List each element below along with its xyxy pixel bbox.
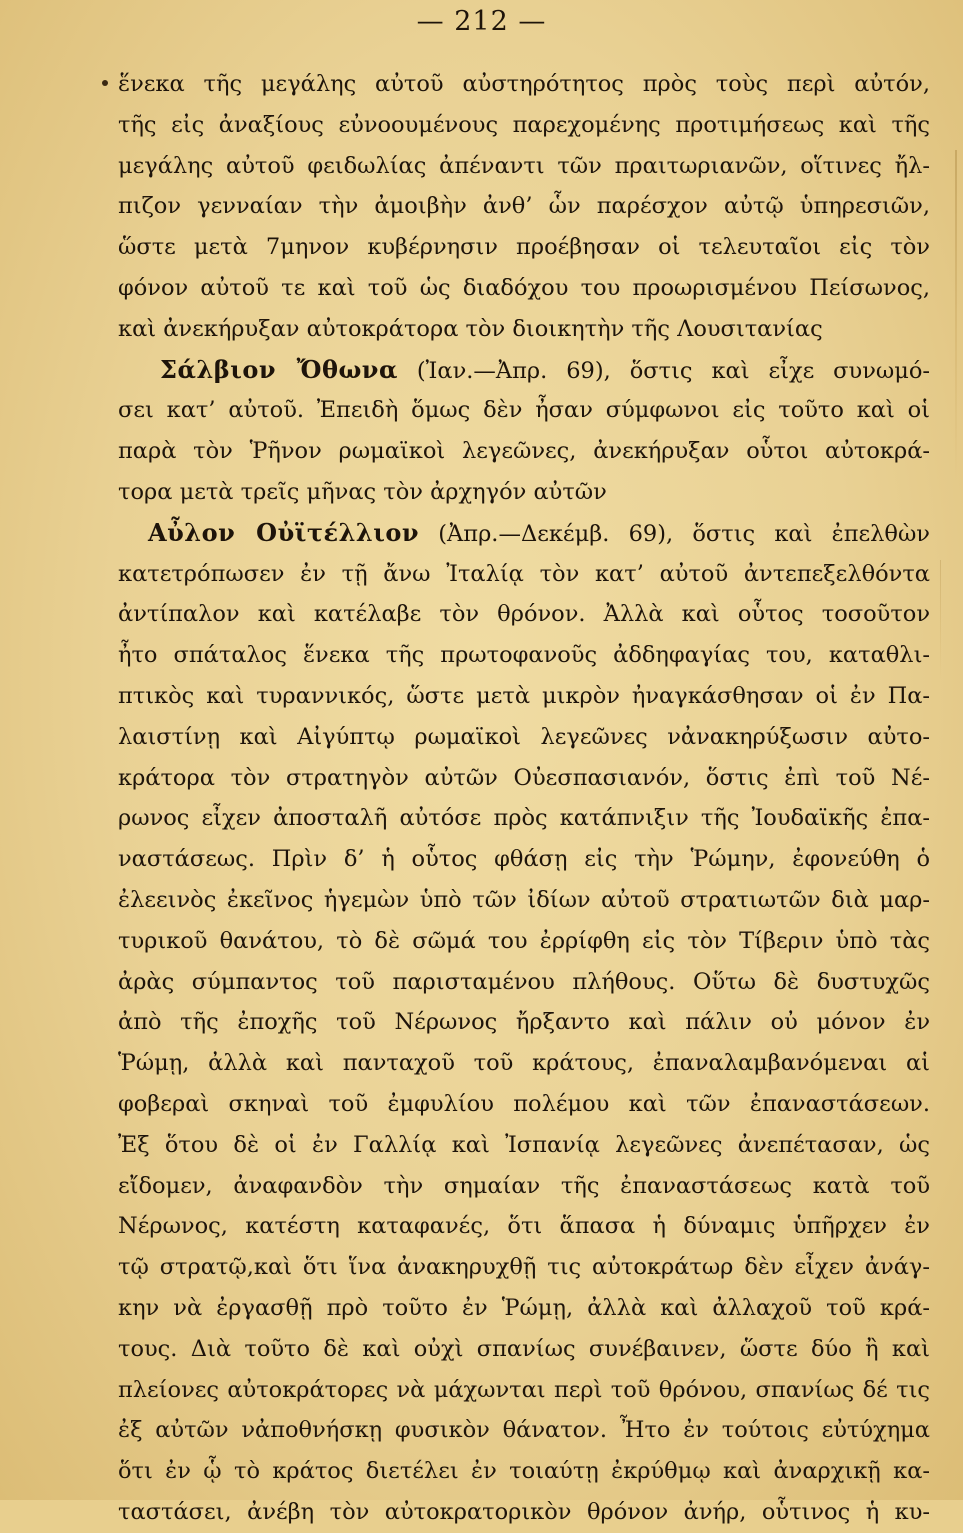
line-text: κην νὰ ἐργασθῇ πρὸ τοῦτο ἐν Ῥώμῃ, ἀλλὰ καὶ ἀλλαχοῦ τοῦ κρά- (118, 1294, 930, 1321)
text-line (118, 513, 930, 554)
line-text: μεγάλης αὐτοῦ φειδωλίας ἀπέναντι τῶν πραιτωριανῶν, οἵτινες ἤλ- (118, 152, 930, 179)
text-line (118, 1370, 930, 1411)
line-text: ἀπὸ τῆς ἐποχῆς τοῦ Νέρωνος ἤρξαντο καὶ πάλιν οὐ μόνον ἐν (118, 1009, 930, 1036)
text-line (118, 880, 930, 921)
text-line (118, 186, 930, 227)
line-text: Νέρωνος, κατέστη καταφανές, ὅτι ἅπασα ἡ δύναμις ὑπῆρχεν ἐν (118, 1213, 930, 1240)
line-text: κατετρόπωσεν ἐν τῇ ἄνω Ἰταλίᾳ τὸν κατ’ αὐτοῦ ἀντεπεξελθόντα (118, 560, 930, 587)
text-line (118, 921, 930, 962)
line-text: ταστάσει, ἀνέβη τὸν αὐτοκρατορικὸν θρόνον ἀνήρ, οὗτινος ἡ κυ- (118, 1498, 930, 1525)
text-line (118, 1247, 930, 1288)
text-line (118, 350, 930, 391)
text-line (118, 1329, 930, 1370)
line-text: πιζον γενναίαν τὴν ἀμοιβὴν ἀνθ’ ὧν παρέσχον αὐτῷ ὑπηρεσιῶν, (118, 193, 930, 220)
line-text: εἴδομεν, ἀναφανδὸν τὴν σημαίαν τῆς ἐπαναστάσεως κατὰ τοῦ (118, 1172, 930, 1199)
text-line (118, 962, 930, 1003)
text-line (118, 1002, 930, 1043)
text-line (118, 472, 930, 513)
line-text: τυρικοῦ θανάτου, τὸ δὲ σῶμά του ἐρρίφθη εἰς τὸν Τίβεριν ὑπὸ τὰς (118, 927, 930, 954)
text-line (118, 268, 930, 309)
line-text: Ἐξ ὅτου δὲ οἱ ἐν Γαλλίᾳ καὶ Ἰσπανίᾳ λεγεῶνες ἀνεπέτασαν, ὡς (118, 1131, 930, 1158)
text-line (118, 105, 930, 146)
line-text: ἐξ αὐτῶν νἀποθνήσκῃ φυσικὸν θάνατον. Ἦτο ἐν τούτοις εὐτύχημα (118, 1417, 930, 1444)
text-line (118, 431, 930, 472)
line-text: ὥστε μετὰ 7μηνον κυβέρνησιν προέβησαν οἱ τελευταῖοι εἰς τὸν (118, 234, 930, 261)
text-line (118, 146, 930, 187)
line-text: πλείονες αὐτοκράτορες νὰ μάχωνται περὶ τοῦ θρόνου, σπανίως δέ τις (118, 1376, 930, 1403)
emperor-name: Σάλβιον Ὄθωνα (160, 354, 398, 384)
text-line (118, 1043, 930, 1084)
body-text (118, 64, 930, 1533)
text-line (118, 1125, 930, 1166)
text-line (118, 1451, 930, 1492)
text-line (118, 1410, 930, 1451)
text-line (118, 227, 930, 268)
line-text: πτικὸς καὶ τυραννικός, ὥστε μετὰ μικρὸν ἠναγκάσθησαν οἱ ἐν Πα- (118, 682, 930, 709)
line-text: φοβεραὶ σκηναὶ τοῦ ἐμφυλίου πολέμου καὶ τῶν ἐπαναστάσεων. (118, 1090, 930, 1117)
line-text: ἀρὰς σύμπαντος τοῦ παρισταμένου πλήθους. Οὕτω δὲ δυστυχῶς (118, 968, 930, 995)
text-line (118, 1492, 930, 1533)
line-text: τῆς εἰς ἀναξίους εὐνοουμένους παρεχομένης προτιμήσεως καὶ τῆς (118, 111, 930, 138)
line-text: ἕνεκα τῆς μεγάλης αὐτοῦ αὐστηρότητος πρὸς τοὺς περὶ αὐτόν, (118, 71, 930, 97)
line-text: καὶ ἀνεκήρυξαν αὐτοκράτορα τὸν διοικητὴν τῆς Λουσιτανίας (118, 315, 823, 342)
line-text: τορα μετὰ τρεῖς μῆνας τὸν ἀρχηγόν αὐτῶν (118, 478, 607, 505)
line-text: ἦτο σπάταλος ἕνεκα τῆς πρωτοφανοῦς ἀδδηφαγίας του, καταθλι- (118, 642, 930, 669)
line-text: ἐλεεινὸς ἐκεῖνος ἡγεμὼν ὑπὸ τῶν ἰδίων αὐτοῦ στρατιωτῶν διὰ μαρ- (118, 886, 930, 913)
page-number: — 212 — (416, 6, 547, 37)
line-text: ὅτι ἐν ᾧ τὸ κράτος διετέλει ἐν τοιαύτῃ ἐκρύθμῳ καὶ ἀναρχικῇ κα- (118, 1458, 930, 1485)
text-line (118, 554, 930, 595)
text-line (118, 717, 930, 758)
emperor-name: Αὖλον Οὐϊτέλλιον (148, 517, 420, 547)
line-text: (Ἀπρ.—Δεκέμβ. 69), ὅστις καὶ ἐπελθὼν (419, 520, 930, 547)
text-line (118, 309, 930, 350)
page-edge-shadow (955, 150, 957, 480)
text-line (118, 594, 930, 635)
text-line (118, 758, 930, 799)
text-line (118, 1084, 930, 1125)
text-line (118, 1206, 930, 1247)
text-line (118, 64, 930, 105)
line-text: Ῥώμῃ, ἀλλὰ καὶ πανταχοῦ τοῦ κράτους, ἐπαναλαμβανόμεναι αἱ (118, 1050, 930, 1077)
line-text: φόνον αὐτοῦ τε καὶ τοῦ ὡς διαδόχου του προωρισμένου Πείσωνος, (118, 274, 930, 301)
line-text: παρὰ τὸν Ῥῆνον ρωμαϊκοὶ λεγεῶνες, ἀνεκήρυξαν οὗτοι αὐτοκρά- (118, 438, 930, 465)
margin-dot (102, 80, 108, 86)
text-line (118, 635, 930, 676)
line-text: τους. Διὰ τοῦτο δὲ καὶ οὐχὶ σπανίως συνέβαινεν, ὥστε δύο ἢ καὶ (118, 1335, 930, 1362)
line-text: σει κατ’ αὐτοῦ. Ἐπειδὴ ὅμως δὲν ἦσαν σύμφωνοι εἰς τοῦτο καὶ οἱ (118, 397, 930, 424)
page-edge-shadow (940, 560, 941, 680)
line-text: ἀντίπαλον καὶ κατέλαβε τὸν θρόνον. Ἀλλὰ καὶ οὗτος τοσοῦτον (118, 601, 930, 628)
line-text: λαιστίνῃ καὶ Αἰγύπτῳ ρωμαϊκοὶ λεγεῶνες νἀνακηρύξωσιν αὐτο- (118, 723, 930, 750)
text-line (118, 676, 930, 717)
line-text: τῷ στρατῷ,καὶ ὅτι ἵνα ἀνακηρυχθῇ τις αὐτοκράτωρ δὲν εἶχεν ἀνάγ- (118, 1254, 930, 1281)
text-line (118, 390, 930, 431)
text-line (118, 839, 930, 880)
line-text: ρωνος εἶχεν ἀποσταλῆ αὐτόσε πρὸς κατάπνιξιν τῆς Ἰουδαϊκῆς ἐπα- (118, 805, 930, 832)
line-text: ναστάσεως. Πρὶν δ’ ἡ οὗτος φθάσῃ εἰς τὴν Ῥώμην, ἐφονεύθη ὁ (118, 846, 930, 873)
text-line (118, 798, 930, 839)
line-text: (Ἰαν.—Ἀπρ. 69), ὅστις καὶ εἶχε συνωμό- (397, 357, 930, 384)
text-line (118, 1288, 930, 1329)
line-text: κράτορα τὸν στρατηγὸν αὐτῶν Οὐεσπασιανόν, ὅστις ἐπὶ τοῦ Νέ- (118, 764, 930, 791)
text-line (118, 1166, 930, 1207)
